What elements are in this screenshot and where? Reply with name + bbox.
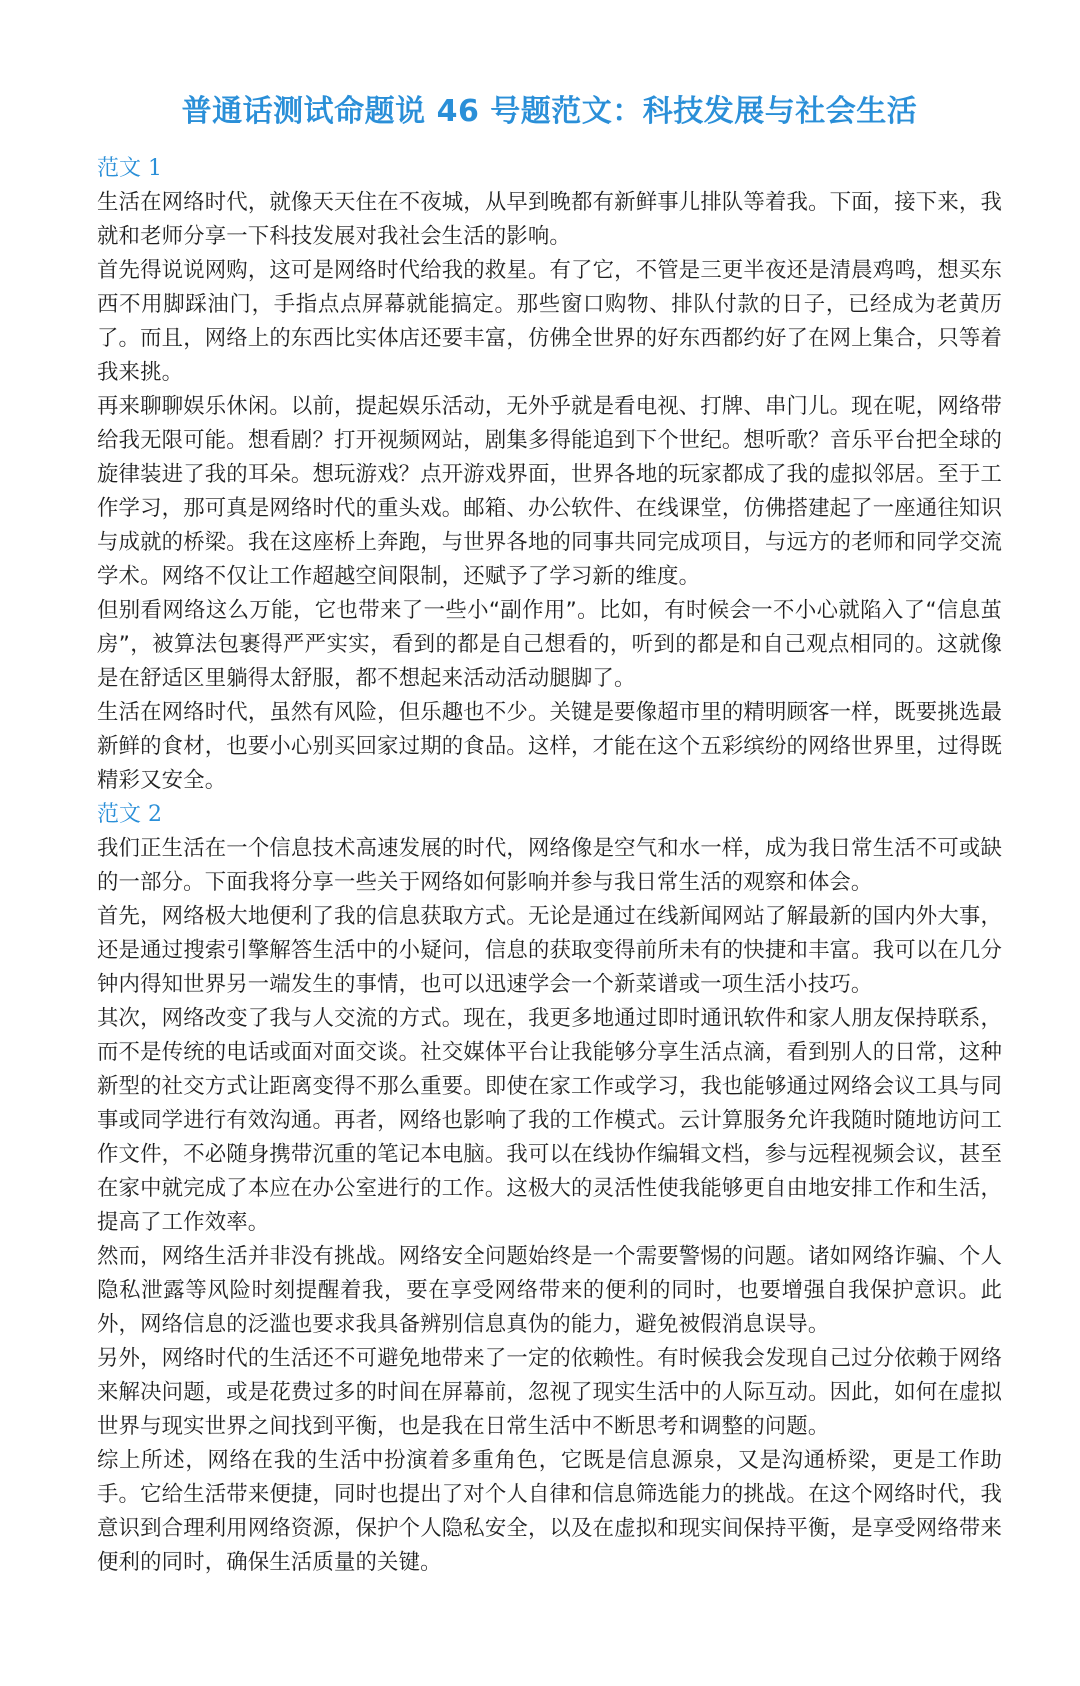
essay-2-paragraph-6: 综上所述，网络在我的生活中扮演着多重角色，它既是信息源泉，又是沟通桥梁，更是工作助手。它给生活带来便捷，同时也提出了对个人自律和信息筛选能力的挑战。在这个网络时代，我意识到合理利用网络资源，保护个人隐私安全，以及在虚拟和现实间保持平衡，是享受网络带来便利的同时，确保生活质量的关键。	[97, 1448, 1002, 1575]
essay-1-paragraph-5: 生活在网络时代，虽然有风险，但乐趣也不少。关键是要像超市里的精明顾客一样，既要挑选最新鲜的食材，也要小心别买回家过期的食品。这样，才能在这个五彩缤纷的网络世界里，过得既精彩又安全。	[97, 700, 1002, 793]
essay-2-paragraph-2: 首先，网络极大地便利了我的信息获取方式。无论是通过在线新闻网站了解最新的国内外大事，还是通过搜索引擎解答生活中的小疑问，信息的获取变得前所未有的快捷和丰富。我可以在几分钟内得知世界另一端发生的事情，也可以迅速学会一个新菜谱或一项生活小技巧。	[97, 904, 1002, 997]
essay-section-1	[97, 152, 1002, 798]
essay-2-paragraph-5: 另外，网络时代的生活还不可避免地带来了一定的依赖性。有时候我会发现自己过分依赖于网络来解决问题，或是花费过多的时间在屏幕前，忽视了现实生活中的人际互动。因此，如何在虚拟世界与现实世界之间找到平衡，也是我在日常生活中不断思考和调整的问题。	[97, 1346, 1002, 1439]
page-title: 普通话测试命题说 46 号题范文：科技发展与社会生活	[181, 94, 918, 129]
essay-2-paragraph-1: 我们正生活在一个信息技术高速发展的时代，网络像是空气和水一样，成为我日常生活不可或缺的一部分。下面我将分享一些关于网络如何影响并参与我日常生活的观察和体会。	[97, 836, 1002, 895]
essay-section-2	[97, 798, 1002, 1580]
essay-1-paragraph-2: 首先得说说网购，这可是网络时代给我的救星。有了它，不管是三更半夜还是清晨鸡鸣，想买东西不用脚踩油门，手指点点屏幕就能搞定。那些窗口购物、排队付款的日子，已经成为老黄历了。而且，网络上的东西比实体店还要丰富，仿佛全世界的好东西都约好了在网上集合，只等着我来挑。	[97, 258, 1002, 385]
section-heading-1: 范文 1	[97, 156, 162, 181]
essay-1-paragraph-1: 生活在网络时代，就像天天住在不夜城，从早到晚都有新鲜事儿排队等着我。下面，接下来，我就和老师分享一下科技发展对我社会生活的影响。	[97, 190, 1002, 249]
essay-2-paragraph-4: 然而，网络生活并非没有挑战。网络安全问题始终是一个需要警惕的问题。诸如网络诈骗、个人隐私泄露等风险时刻提醒着我，要在享受网络带来的便利的同时，也要增强自我保护意识。此外，网络信息的泛滥也要求我具备辨别信息真伪的能力，避免被假消息误导。	[97, 1244, 1002, 1337]
essay-2-paragraph-3: 其次，网络改变了我与人交流的方式。现在，我更多地通过即时通讯软件和家人朋友保持联系，而不是传统的电话或面对面交谈。社交媒体平台让我能够分享生活点滴，看到别人的日常，这种新型的社交方式让距离变得不那么重要。即使在家工作或学习，我也能够通过网络会议工具与同事或同学进行有效沟通。再者，网络也影响了我的工作模式。云计算服务允许我随时随地访问工作文件，不必随身携带沉重的笔记本电脑。我可以在线协作编辑文档，参与远程视频会议，甚至在家中就完成了本应在办公室进行的工作。这极大的灵活性使我能够更自由地安排工作和生活，提高了工作效率。	[97, 1006, 1002, 1235]
essay-1-paragraph-3: 再来聊聊娱乐休闲。以前，提起娱乐活动，无外乎就是看电视、打牌、串门儿。现在呢，网络带给我无限可能。想看剧？打开视频网站，剧集多得能追到下个世纪。想听歌？音乐平台把全球的旋律装进了我的耳朵。想玩游戏？点开游戏界面，世界各地的玩家都成了我的虚拟邻居。至于工作学习，那可真是网络时代的重头戏。邮箱、办公软件、在线课堂，仿佛搭建起了一座通往知识与成就的桥梁。我在这座桥上奔跑，与世界各地的同事共同完成项目，与远方的老师和同学交流学术。网络不仅让工作超越空间限制，还赋予了学习新的维度。	[97, 394, 1002, 589]
essay-1-paragraph-4: 但别看网络这么万能，它也带来了一些小“副作用”。比如，有时候会一不小心就陷入了“信息茧房”，被算法包裹得严严实实，看到的都是自己想看的，听到的都是和自己观点相同的。这就像是在舒适区里躺得太舒服，都不想起来活动活动腿脚了。	[97, 598, 1002, 691]
section-heading-2: 范文 2	[97, 802, 162, 827]
